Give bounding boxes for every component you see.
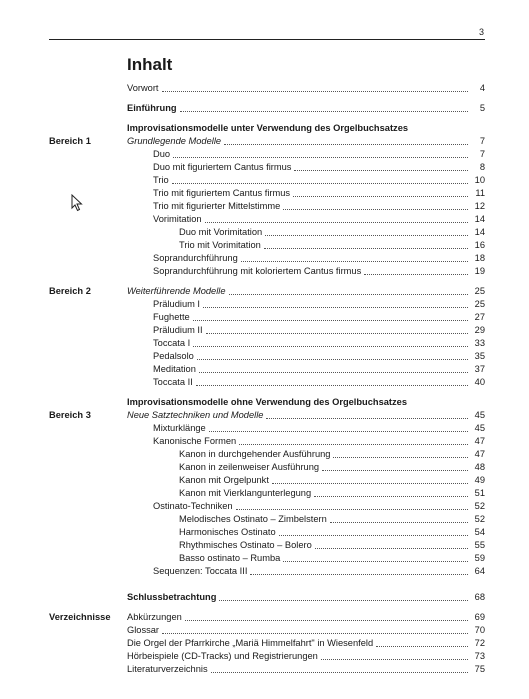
toc-page-number: 7 [479, 136, 485, 146]
dot-leader [333, 456, 468, 458]
toc-entry-label: Trio [153, 175, 169, 185]
dot-leader [193, 319, 468, 321]
toc-entry-label: Präludium I [153, 299, 201, 309]
toc-page-number: 45 [474, 423, 485, 433]
dot-leader [376, 645, 468, 647]
toc-entry-body [127, 82, 485, 95]
toc-page-number: 47 [474, 436, 485, 446]
table-of-contents [49, 82, 485, 676]
toc-page-number: 5 [479, 103, 485, 113]
toc-entry-body [127, 487, 485, 500]
toc-entry-body [127, 102, 485, 115]
toc-page-number: 52 [474, 514, 485, 524]
toc-entry[interactable] [49, 487, 485, 500]
toc-entry-label: Kanon in durchgehender Ausführung [179, 449, 331, 459]
toc-page-number: 27 [474, 312, 485, 322]
toc-entry-label: Trio mit Vorimitation [179, 240, 261, 250]
toc-entry-label: Weiterführende Modelle [127, 286, 226, 296]
dot-leader [203, 306, 468, 308]
toc-entry-body [127, 200, 485, 213]
toc-entry-label: Vorwort [127, 83, 159, 93]
dot-leader [272, 482, 468, 484]
toc-page-number: 69 [474, 612, 485, 622]
dot-leader [193, 345, 468, 347]
toc-entry[interactable] [49, 611, 485, 624]
toc-page-number: 10 [474, 175, 485, 185]
toc-entry-body [127, 663, 485, 676]
toc-entry-label: Improvisationsmodelle ohne Verwendung des Orgelbuchsatzes [127, 397, 408, 407]
toc-entry[interactable] [49, 552, 485, 565]
toc-entry-body [127, 565, 485, 578]
top-rule [49, 39, 485, 40]
toc-entry-body [127, 552, 485, 565]
toc-entry[interactable] [49, 285, 485, 298]
toc-page-number: 47 [474, 449, 485, 459]
toc-entry-label: Toccata II [153, 377, 193, 387]
dot-leader [219, 599, 468, 601]
toc-page-number: 16 [474, 240, 485, 250]
toc-entry-label: Duo [153, 149, 171, 159]
toc-entry-label: Präludium II [153, 325, 203, 335]
dot-leader [364, 273, 468, 275]
dot-leader [196, 384, 468, 386]
toc-page-number: 54 [474, 527, 485, 537]
toc-page-number: 33 [474, 338, 485, 348]
toc-entry-label: Rhythmisches Ostinato – Bolero [179, 540, 312, 550]
toc-entry[interactable] [49, 591, 485, 604]
toc-entry[interactable] [49, 252, 485, 265]
toc-page-number: 25 [474, 286, 485, 296]
toc-entry-label: Kanonische Formen [153, 436, 237, 446]
toc-entry[interactable] [49, 624, 485, 637]
dot-leader [211, 671, 468, 673]
toc-entry[interactable] [49, 200, 485, 213]
toc-entry-label: Trio mit figurierter Mittelstimme [153, 201, 281, 211]
toc-entry-label: Hörbeispiele (CD-Tracks) und Registrierungen [127, 651, 318, 661]
dot-leader [321, 658, 468, 660]
toc-page-number: 64 [474, 566, 485, 576]
toc-page-number: 29 [474, 325, 485, 335]
toc-entry[interactable] [49, 376, 485, 389]
dot-leader [206, 332, 468, 334]
toc-page-number: 8 [479, 162, 485, 172]
toc-entry-label: Duo mit figuriertem Cantus firmus [153, 162, 292, 172]
toc-entry-label: Basso ostinato – Rumba [179, 553, 281, 563]
toc-entry-body [127, 226, 485, 239]
toc-entry-body [127, 161, 485, 174]
dot-leader [322, 469, 468, 471]
toc-spacer [49, 115, 485, 122]
toc-section-label: Verzeichnisse [49, 612, 111, 622]
toc-page-number: 7 [479, 149, 485, 159]
toc-entry-body [127, 324, 485, 337]
dot-leader [315, 547, 468, 549]
toc-entry-body [127, 174, 485, 187]
toc-entry-label: Kanon mit Orgelpunkt [179, 475, 269, 485]
toc-entry[interactable] [49, 265, 485, 278]
dot-leader [224, 143, 468, 145]
dot-leader [173, 156, 468, 158]
toc-entry-label: Grundlegende Modelle [127, 136, 222, 146]
toc-page-number: 49 [474, 475, 485, 485]
toc-entry[interactable] [49, 239, 485, 252]
toc-entry-body [127, 135, 485, 148]
toc-page-number: 55 [474, 540, 485, 550]
toc-entry-label: Pedalsolo [153, 351, 194, 361]
toc-entry-body [127, 363, 485, 376]
toc-entry-body [127, 252, 485, 265]
toc-page-number: 35 [474, 351, 485, 361]
dot-leader [172, 182, 468, 184]
toc-entry-label: Einführung [127, 103, 177, 113]
toc-entry-body [127, 611, 485, 624]
toc-entry-label: Literaturverzeichnis [127, 664, 208, 674]
toc-page-number: 11 [475, 188, 485, 198]
toc-page-number: 68 [474, 592, 485, 602]
toc-entry-body [127, 526, 485, 539]
toc-entry[interactable] [49, 148, 485, 161]
toc-entry[interactable] [49, 461, 485, 474]
toc-entry-label: Ostinato-Techniken [153, 501, 233, 511]
toc-entry-label: Meditation [153, 364, 196, 374]
toc-entry-label: Harmonisches Ostinato [179, 527, 276, 537]
toc-page-number: 25 [474, 299, 485, 309]
toc-entry-body [127, 624, 485, 637]
toc-entry-body [127, 285, 485, 298]
dot-leader [162, 632, 468, 634]
dot-leader [209, 430, 468, 432]
dot-leader [180, 110, 468, 112]
toc-page-number: 72 [474, 638, 485, 648]
toc-entry-label: Trio mit figuriertem Cantus firmus [153, 188, 291, 198]
toc-entry-label: Duo mit Vorimitation [179, 227, 263, 237]
dot-leader [279, 534, 468, 536]
toc-entry-body [127, 474, 485, 487]
toc-page-number: 37 [474, 364, 485, 374]
toc-entry[interactable] [49, 324, 485, 337]
dot-leader [283, 560, 468, 562]
toc-page-number: 48 [474, 462, 485, 472]
dot-leader [314, 495, 468, 497]
toc-page-number: 51 [474, 488, 485, 498]
toc-entry-body [127, 350, 485, 363]
toc-entry[interactable] [49, 435, 485, 448]
dot-leader [293, 195, 468, 197]
dot-leader [330, 521, 468, 523]
dot-leader [197, 358, 468, 360]
toc-spacer [49, 389, 485, 396]
toc-entry[interactable] [49, 363, 485, 376]
toc-spacer [49, 578, 485, 591]
toc-page-number: 12 [474, 201, 485, 211]
toc-page-number: 75 [474, 664, 485, 674]
toc-entry-body [127, 337, 485, 350]
toc-page-number: 4 [479, 83, 485, 93]
toc-page-number: 40 [474, 377, 485, 387]
dot-leader [250, 573, 468, 575]
toc-entry-body [127, 539, 485, 552]
toc-entry-label: Sequenzen: Toccata III [153, 566, 248, 576]
toc-spacer [49, 604, 485, 611]
toc-entry-body [127, 213, 485, 226]
toc-page-number: 14 [474, 227, 485, 237]
toc-entry-body [127, 239, 485, 252]
toc-entry[interactable] [49, 663, 485, 676]
toc-entry[interactable] [49, 448, 485, 461]
toc-entry-body [127, 187, 485, 200]
toc-entry-label: Kanon in zeilenweiser Ausführung [179, 462, 320, 472]
toc-entry[interactable] [49, 161, 485, 174]
toc-section-label: Bereich 3 [49, 410, 91, 420]
dot-leader [162, 90, 468, 92]
toc-entry[interactable] [49, 102, 485, 115]
toc-entry[interactable] [49, 213, 485, 226]
dot-leader [266, 417, 468, 419]
toc-entry[interactable] [49, 337, 485, 350]
toc-entry-body [127, 435, 485, 448]
toc-entry[interactable] [49, 174, 485, 187]
dot-leader [239, 443, 468, 445]
toc-entry-label: Improvisationsmodelle unter Verwendung des Orgelbuchsatzes [127, 123, 409, 133]
toc-entry[interactable] [49, 637, 485, 650]
toc-entry[interactable] [49, 396, 485, 409]
toc-entry-body [127, 148, 485, 161]
toc-entry[interactable] [49, 474, 485, 487]
dot-leader [283, 208, 468, 210]
toc-entry-body [127, 376, 485, 389]
toc-entry-label: Die Orgel der Pfarrkirche „Mariä Himmelfahrt" in Wiesenfeld [127, 638, 374, 648]
toc-entry-body [127, 448, 485, 461]
toc-page-number: 73 [474, 651, 485, 661]
page-number: 3 [478, 27, 484, 37]
toc-entry[interactable] [49, 226, 485, 239]
toc-entry-label: Vorimitation [153, 214, 202, 224]
toc-page-number: 14 [474, 214, 485, 224]
toc-entry-label: Abkürzungen [127, 612, 182, 622]
toc-entry-body [127, 298, 485, 311]
toc-entry-body [127, 591, 485, 604]
toc-entry-body [127, 265, 485, 278]
toc-page-number: 70 [474, 625, 485, 635]
toc-entry-body [127, 513, 485, 526]
toc-entry[interactable] [49, 135, 485, 148]
mouse-pointer-icon [71, 194, 83, 217]
toc-entry-label: Glossar [127, 625, 160, 635]
toc-entry[interactable] [49, 298, 485, 311]
toc-entry-body [127, 122, 485, 135]
toc-entry-label: Soprandurchführung mit koloriertem Cantus firmus [153, 266, 362, 276]
dot-leader [205, 221, 468, 223]
dot-leader [229, 293, 468, 295]
toc-page-number: 18 [474, 253, 485, 263]
toc-spacer [49, 95, 485, 102]
toc-entry[interactable] [49, 513, 485, 526]
dot-leader [265, 234, 468, 236]
toc-entry[interactable] [49, 82, 485, 95]
toc-entry-label: Melodisches Ostinato – Zimbelstern [179, 514, 327, 524]
toc-entry-label: Soprandurchführung [153, 253, 238, 263]
toc-section-label: Bereich 1 [49, 136, 91, 146]
page-title: Inhalt [127, 55, 173, 74]
dot-leader [294, 169, 468, 171]
toc-entry[interactable] [49, 409, 485, 422]
toc-entry-label: Toccata I [153, 338, 191, 348]
toc-entry[interactable] [49, 565, 485, 578]
toc-entry-label: Mixturklänge [153, 423, 206, 433]
dot-leader [199, 371, 468, 373]
toc-entry[interactable] [49, 526, 485, 539]
toc-entry[interactable] [49, 422, 485, 435]
toc-page-number: 45 [474, 410, 485, 420]
dot-leader [241, 260, 468, 262]
toc-entry-body [127, 650, 485, 663]
toc-entry-body [127, 396, 485, 409]
toc-entry-label: Fughette [153, 312, 190, 322]
toc-entry-body [127, 500, 485, 513]
toc-entry[interactable] [49, 187, 485, 200]
toc-entry-label: Kanon mit Vierklangunterlegung [179, 488, 312, 498]
toc-entry[interactable] [49, 311, 485, 324]
dot-leader [185, 619, 468, 621]
dot-leader [236, 508, 468, 510]
toc-entry-body [127, 311, 485, 324]
toc-entry-body [127, 637, 485, 650]
toc-entry[interactable] [49, 650, 485, 663]
toc-entry-label: Neue Satztechniken und Modelle [127, 410, 264, 420]
toc-page-number: 59 [474, 553, 485, 563]
toc-spacer [49, 278, 485, 285]
toc-entry[interactable] [49, 500, 485, 513]
toc-entry[interactable] [49, 122, 485, 135]
toc-entry-body [127, 461, 485, 474]
toc-entry[interactable] [49, 539, 485, 552]
toc-entry-label: Schlussbetrachtung [127, 592, 217, 602]
toc-page-number: 19 [474, 266, 485, 276]
toc-entry-body [127, 409, 485, 422]
dot-leader [264, 247, 468, 249]
toc-entry[interactable] [49, 350, 485, 363]
toc-entry-body [127, 422, 485, 435]
toc-section-label: Bereich 2 [49, 286, 91, 296]
toc-page-number: 52 [474, 501, 485, 511]
